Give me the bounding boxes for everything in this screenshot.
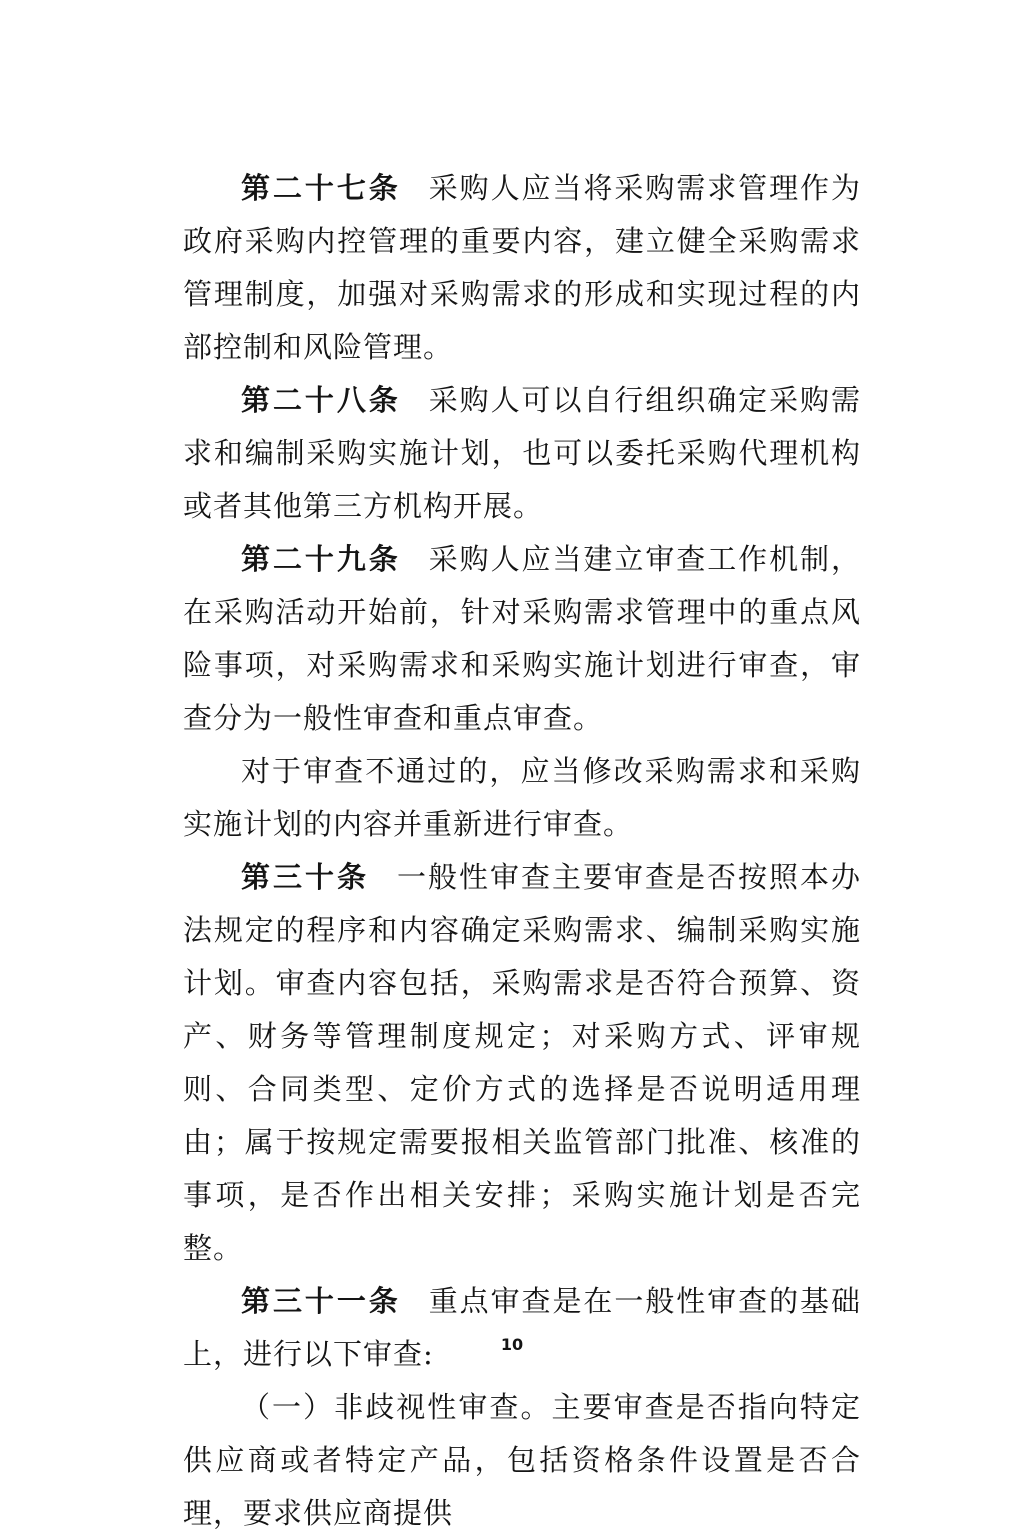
article-text: 重点审查是在一般性审查的基础上，进行以下审查:	[183, 1284, 861, 1371]
article-31-item-1	[183, 1381, 861, 1540]
paragraph-text: 对于审查不通过的，应当修改采购需求和采购实施计划的内容并重新进行审查。	[183, 754, 861, 841]
article-heading: 第二十八条	[241, 383, 401, 417]
article-28	[183, 374, 861, 533]
page-number: 10	[500, 1335, 524, 1354]
article-text: 采购人应当建立审查工作机制，在采购活动开始前，针对采购需求管理中的重点风险事项，对采购需求和采购实施计划进行审查，审查分为一般性审查和重点审查。	[183, 542, 861, 735]
article-heading: 第二十七条	[241, 171, 401, 205]
article-heading: 第三十条	[241, 860, 369, 894]
article-heading: 第三十一条	[241, 1284, 401, 1318]
article-27	[183, 162, 861, 374]
article-heading: 第二十九条	[241, 542, 401, 576]
article-text: 采购人可以自行组织确定采购需求和编制采购实施计划，也可以委托采购代理机构或者其他第三方机构开展。	[183, 383, 861, 523]
paragraph-text: （一）非歧视性审查。主要审查是否指向特定供应商或者特定产品，包括资格条件设置是否合理，要求供应商提供	[183, 1390, 861, 1530]
article-29	[183, 533, 861, 745]
document-body	[183, 162, 861, 1540]
article-30	[183, 851, 861, 1275]
article-29-continued	[183, 745, 861, 851]
article-text: 一般性审查主要审查是否按照本办法规定的程序和内容确定采购需求、编制采购实施计划。审查内容包括，采购需求是否符合预算、资产、财务等管理制度规定；对采购方式、评审规则、合同类型、定价方式的选择是否说明适用理由；属于按规定需要报相关监管部门批准、核准的事项，是否作出相关安排；采购实施计划是否完整。	[183, 860, 861, 1265]
article-31	[183, 1275, 861, 1381]
article-text: 采购人应当将采购需求管理作为政府采购内控管理的重要内容，建立健全采购需求管理制度，加强对采购需求的形成和实现过程的内部控制和风险管理。	[183, 171, 861, 364]
